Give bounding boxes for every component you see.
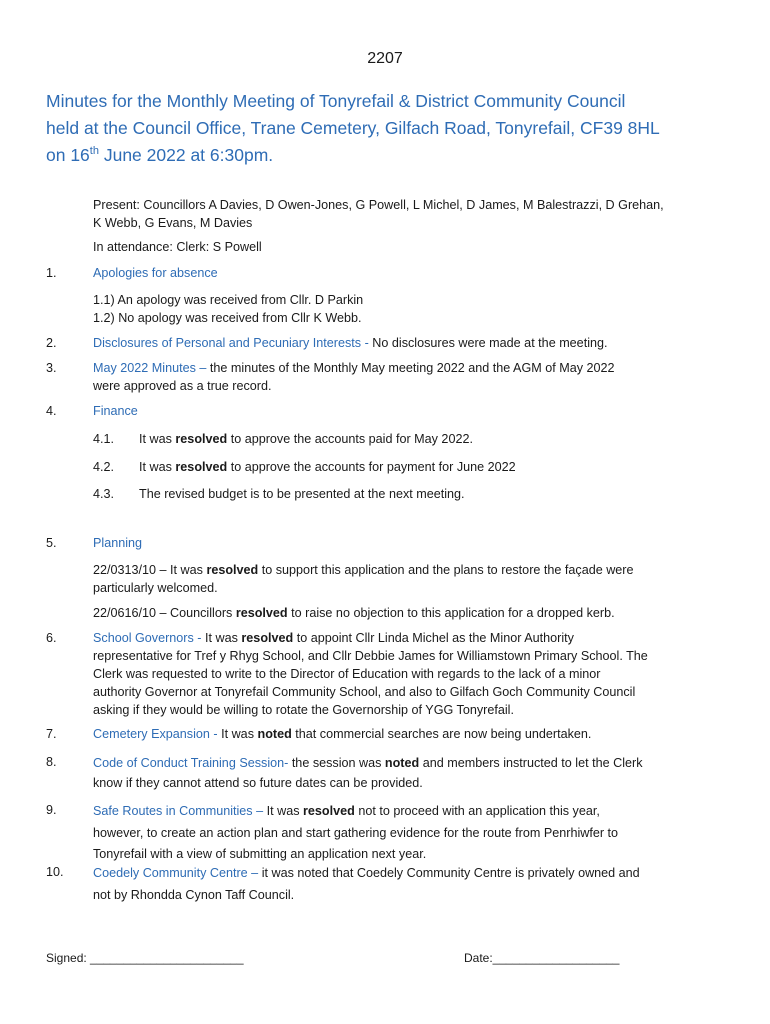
item-7-heading: Cemetery Expansion - xyxy=(93,727,222,741)
item-8-text xyxy=(93,753,643,793)
page-title xyxy=(46,88,746,169)
item-6-c: to appoint Cllr Linda Michel as the Minor Authority xyxy=(293,631,574,645)
item-2-text xyxy=(93,334,608,352)
item-9-line-3: Tonyrefail with a view of submitting an application next year. xyxy=(93,847,427,861)
item-4-1-number: 4.1. xyxy=(93,432,115,446)
item-9-text xyxy=(93,801,618,866)
item-4-3-number: 4.3. xyxy=(93,487,115,501)
item-6-line-2: representative for Tref y Rhyg School, and Cllr Debbie James for Williamstown Primary School. The xyxy=(93,649,648,663)
item-8-line-2: know if they cannot attend so future dates can be provided. xyxy=(93,776,423,790)
item-3-text xyxy=(93,359,615,395)
item-5-p1-line-2: particularly welcomed. xyxy=(93,581,218,595)
item-6-a: It was xyxy=(205,631,242,645)
item-9-number: 9. xyxy=(46,803,57,817)
item-4-1-c: to approve the accounts paid for May 2022. xyxy=(227,432,473,446)
item-1-number: 1. xyxy=(46,266,57,280)
item-6-b: resolved xyxy=(241,631,294,645)
item-1-line-2: 1.2) No apology was received from Cllr K Webb. xyxy=(93,311,362,325)
attendance: In attendance: Clerk: S Powell xyxy=(93,240,262,254)
item-10-heading: Coedely Community Centre – xyxy=(93,866,262,880)
item-10-line-2: not by Rhondda Cynon Taff Council. xyxy=(93,887,295,902)
item-7-number: 7. xyxy=(46,727,57,741)
present-line-1: Present: Councillors A Davies, D Owen-Jones, G Powell, L Michel, D James, M Balestrazzi, D Grehan, xyxy=(93,198,664,212)
item-7-b: noted xyxy=(257,727,292,741)
item-9-heading: Safe Routes in Communities – xyxy=(93,804,267,818)
present-list xyxy=(93,196,664,232)
item-6-heading: School Governors - xyxy=(93,631,205,645)
present-line-2: K Webb, G Evans, M Davies xyxy=(93,216,253,230)
item-5-p1-a: 22/0313/10 – It was xyxy=(93,563,207,577)
item-2-heading: Disclosures of Personal and Pecuniary Interests - xyxy=(93,336,373,350)
item-6-number: 6. xyxy=(46,631,57,645)
title-line-2: held at the Council Office, Trane Cemetery, Gilfach Road, Tonyrefail, CF39 8HL xyxy=(46,118,660,138)
item-1-text xyxy=(93,291,363,327)
item-4-1-b: resolved xyxy=(175,432,228,446)
item-4-2-c: to approve the accounts for payment for June 2022 xyxy=(227,460,516,474)
item-2-body: No disclosures were made at the meeting. xyxy=(372,336,608,350)
title-superscript: th xyxy=(89,145,99,158)
item-9-line-2: however, to create an action plan and start gathering evidence for the route from Penrhiwfer to xyxy=(93,825,619,840)
item-6-line-3: Clerk was requested to write to the Director of Education with regards to the lack of a minor xyxy=(93,667,601,681)
item-4-2-number: 4.2. xyxy=(93,460,115,474)
title-line-3b: June 2022 at 6:30pm. xyxy=(98,145,274,165)
page-number: 2207 xyxy=(367,50,403,67)
signed-line: Signed: _______________________ xyxy=(46,951,244,965)
item-4-2-a: It was xyxy=(139,460,176,474)
item-8-heading: Code of Conduct Training Session- xyxy=(93,756,292,770)
item-4-1-a: It was xyxy=(139,432,176,446)
item-4-3-text: The revised budget is to be presented at the next meeting. xyxy=(139,487,465,501)
date-line: Date:___________________ xyxy=(464,951,620,965)
item-9-c: not to proceed with an application this year, xyxy=(354,804,600,818)
item-5-planning-2 xyxy=(93,604,615,622)
item-2-number: 2. xyxy=(46,336,57,350)
item-4-number: 4. xyxy=(46,404,57,418)
item-1-heading: Apologies for absence xyxy=(93,266,218,280)
item-10-body: it was noted that Coedely Community Centre is privately owned and xyxy=(261,866,640,880)
item-3-line-2: were approved as a true record. xyxy=(93,379,272,393)
item-6-line-5: asking if they would be willing to rotate the Governorship of YGG Tonyrefail. xyxy=(93,703,514,717)
item-1-line-1: 1.1) An apology was received from Cllr. D Parkin xyxy=(93,293,364,307)
item-5-p2-b: resolved xyxy=(235,606,288,620)
item-5-number: 5. xyxy=(46,536,57,550)
item-5-p1-c: to support this application and the plans to restore the façade were xyxy=(258,563,634,577)
item-7-a: It was xyxy=(221,727,258,741)
item-7-text xyxy=(93,725,591,743)
item-4-heading: Finance xyxy=(93,404,138,418)
item-8-a: the session was xyxy=(291,756,385,770)
item-5-planning-1 xyxy=(93,561,634,597)
item-4-2-b: resolved xyxy=(175,460,228,474)
item-10-number: 10. xyxy=(46,865,64,879)
item-8-c: and members instructed to let the Clerk xyxy=(419,756,643,770)
item-4-1-text xyxy=(139,430,473,448)
title-line-3a: on 16 xyxy=(46,145,90,165)
item-10-text xyxy=(93,863,640,906)
item-3-heading: May 2022 Minutes – xyxy=(93,361,210,375)
item-6-line-4: authority Governor at Tonyrefail Community School, and also to Gilfach Goch Community Council xyxy=(93,685,636,699)
item-9-a: It was xyxy=(266,804,304,818)
item-5-p1-b: resolved xyxy=(206,563,259,577)
item-3-number: 3. xyxy=(46,361,57,375)
item-5-p2-c: to raise no objection to this application for a dropped kerb. xyxy=(287,606,615,620)
item-5-heading: Planning xyxy=(93,536,143,550)
item-5-p2-a: 22/0616/10 – Councillors xyxy=(93,606,236,620)
item-6-text xyxy=(93,629,648,719)
item-7-c: that commercial searches are now being undertaken. xyxy=(291,727,592,741)
item-8-b: noted xyxy=(384,756,420,770)
item-3-line-1: the minutes of the Monthly May meeting 2022 and the AGM of May 2022 xyxy=(209,361,615,375)
item-8-number: 8. xyxy=(46,755,57,769)
item-4-2-text xyxy=(139,458,516,476)
title-line-1: Minutes for the Monthly Meeting of Tonyrefail & District Community Council xyxy=(46,91,626,111)
item-9-b: resolved xyxy=(303,804,355,818)
